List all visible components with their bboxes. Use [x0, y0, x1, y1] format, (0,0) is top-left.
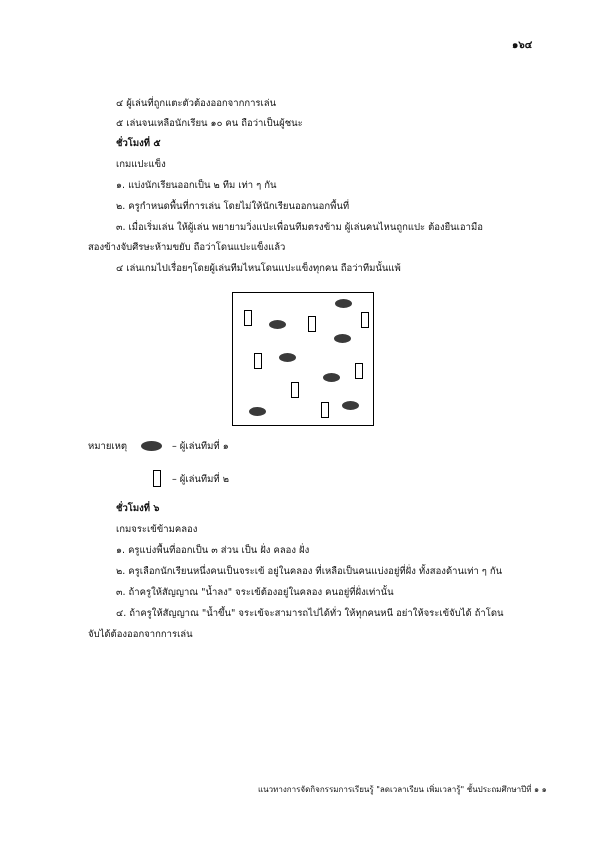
- period-6-step-2: ๒. ครูเลือกนักเรียนหนึ่งคนเป็นจระเข้ อยู่ในคลอง ที่เหลือเป็นคนแบ่งอยู่ที่ฝั่ง ทั้งสองด้านเท่า ๆ กัน: [116, 566, 503, 577]
- team2-player: [355, 363, 363, 379]
- period-6-heading: ชั่วโมงที่ ๖: [116, 503, 160, 514]
- period-5-heading: ชั่วโมงที่ ๕: [116, 138, 161, 149]
- page-number: ๑๖๔: [512, 40, 533, 51]
- team1-player: [335, 299, 352, 308]
- team2-player: [361, 312, 369, 328]
- period-6-step-3: ๓. ถ้าครูให้สัญญาณ "น้ำลง" จระเข้ต้องอยู่ในคลอง คนอยู่ที่ฝั่งเท่านั้น: [116, 587, 394, 598]
- team2-legend-icon: [153, 470, 161, 487]
- team1-legend-icon: [141, 441, 162, 451]
- period-6-step-4: ๔. ถ้าครูให้สัญญาณ "น้ำขึ้น" จระเข้จะสามารถไปได้ทั่ว ให้ทุกคนหนี อย่าให้จระเข้จับได้ ถ้าโดน: [116, 608, 504, 619]
- team1-player: [269, 320, 286, 329]
- team1-player: [334, 334, 351, 343]
- team2-player: [308, 316, 316, 332]
- game-step-4: ๔ เล่นเกมไปเรื่อยๆโดยผู้เล่นทีมไหนโดนแปะแข็งทุกคน ถือว่าทีมนั้นแพ้: [116, 263, 401, 274]
- rule-line-4: ๔ ผู้เล่นที่ถูกแตะตัวต้องออกจากการเล่น: [116, 98, 277, 109]
- period-6-step-4-cont: จับได้ต้องออกจากการเล่น: [88, 629, 193, 640]
- team1-player: [249, 407, 266, 416]
- game-step-3-cont: สองข้างจับศีรษะห้ามขยับ ถือว่าโดนแปะแข็งแล้ว: [88, 242, 286, 253]
- legend-team2: – ผู้เล่นทีมที่ ๒: [172, 474, 229, 485]
- period-6-step-1: ๑. ครูแบ่งพื้นที่ออกเป็น ๓ ส่วน เป็น ฝั่ง คลอง ฝั่ง: [116, 545, 310, 556]
- team2-player: [254, 353, 262, 369]
- page-footer: แนวทางการจัดกิจกรรมการเรียนรู้ "ลดเวลาเรียน เพิ่มเวลารู้" ชั้นประถมศึกษาปีที่ ๑ ๑: [258, 785, 547, 794]
- period-6-game-title: เกมจระเข้ข้ามคลอง: [116, 524, 198, 535]
- team1-player: [342, 401, 359, 410]
- game-step-1: ๑. แบ่งนักเรียนออกเป็น ๒ ทีม เท่า ๆ กัน: [116, 180, 277, 191]
- legend-label: หมายเหตุ: [88, 441, 128, 452]
- legend-team1: – ผู้เล่นทีมที่ ๑: [172, 441, 229, 452]
- play-field-diagram: [232, 292, 374, 426]
- team1-player: [279, 353, 296, 362]
- game-step-2: ๒. ครูกำหนดพื้นที่การเล่น โดยไม่ให้นักเรียนออกนอกพื้นที่: [116, 201, 350, 212]
- rule-line-5: ๕ เล่นจนเหลือนักเรียน ๑๐ คน ถือว่าเป็นผู้ชนะ: [116, 118, 303, 129]
- team2-player: [321, 402, 329, 418]
- game-step-3: ๓. เมื่อเริ่มเล่น ให้ผู้เล่น พยายามวิ่งแปะเพื่อนทีมตรงข้าม ผู้เล่นคนไหนถูกแปะ ต้องยืนเอามือ: [116, 222, 483, 233]
- team1-player: [323, 373, 340, 382]
- game-title: เกมแปะแข็ง: [116, 159, 166, 170]
- team2-player: [244, 310, 252, 326]
- team2-player: [291, 382, 299, 398]
